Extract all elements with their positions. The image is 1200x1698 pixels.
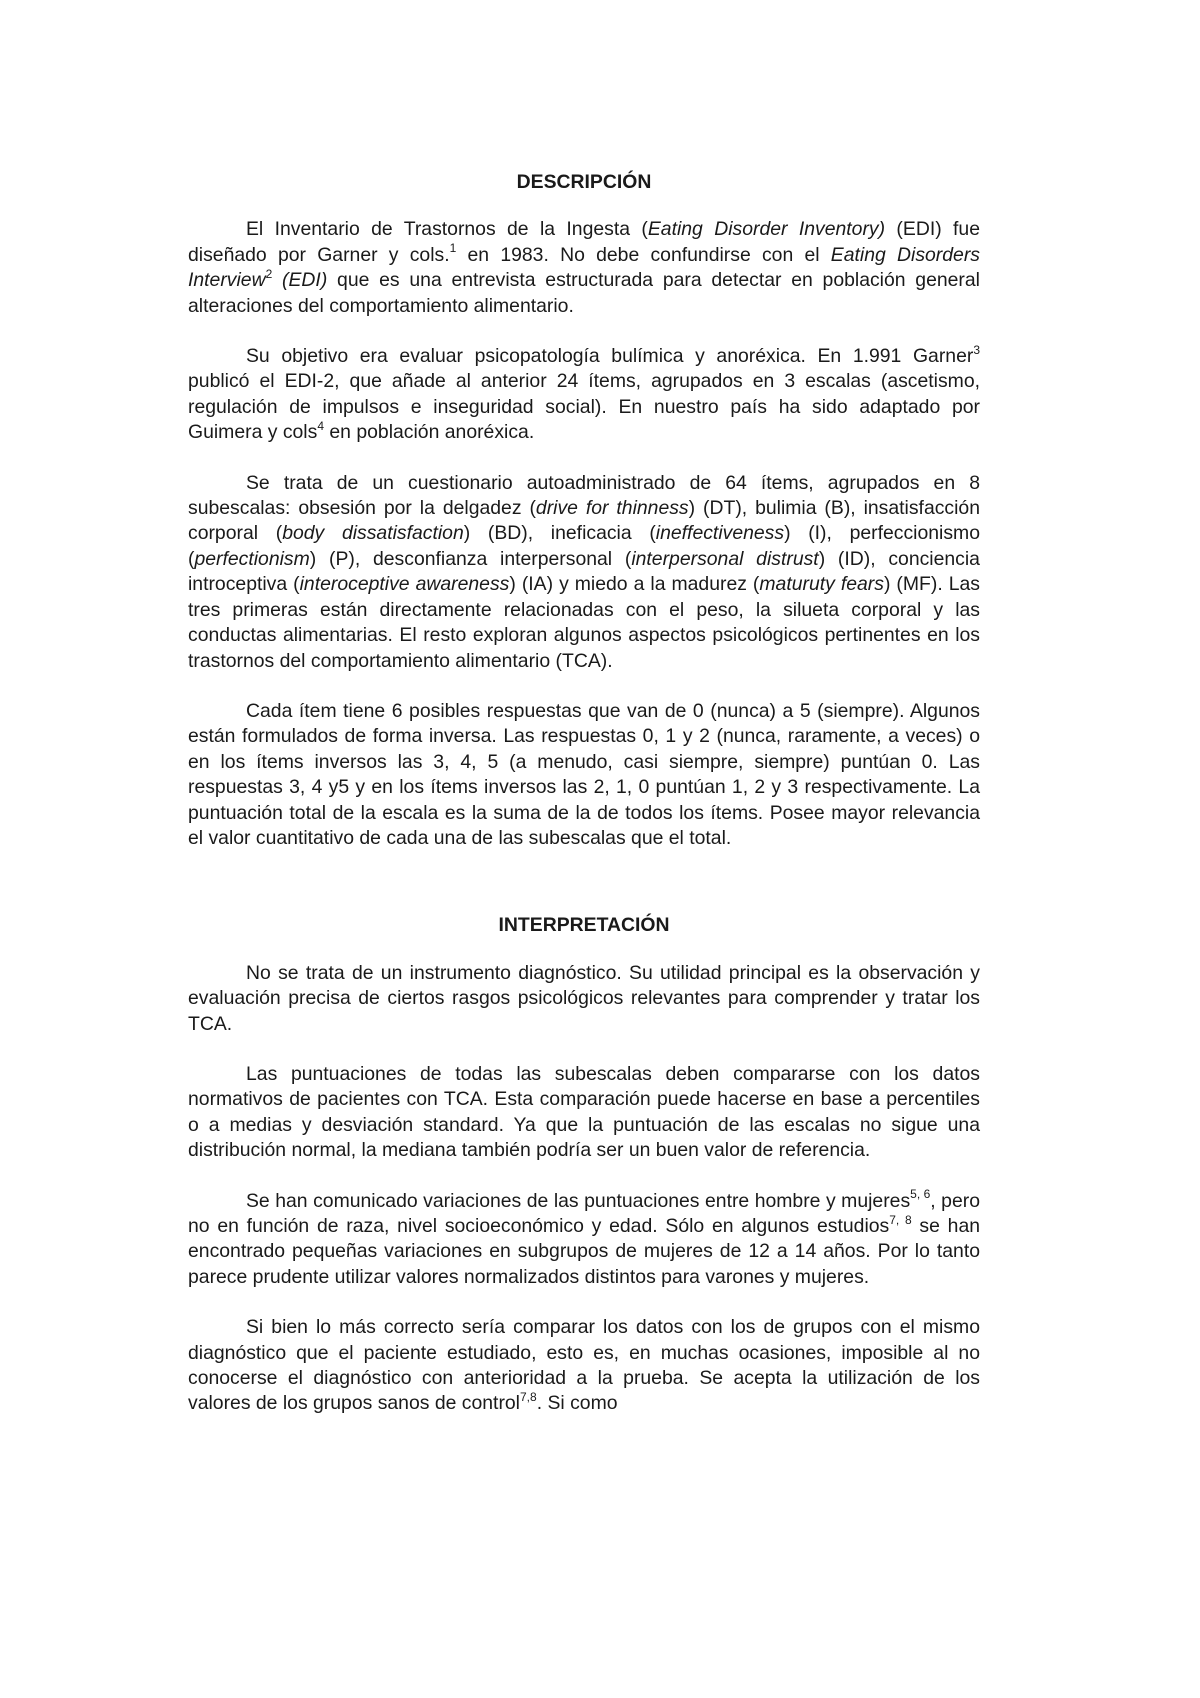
footnote-ref: 3 (973, 342, 980, 357)
paragraph-descripcion-3: Se trata de un cuestionario autoadministrado de 64 ítems, agrupados en 8 subescalas: obsesión por la delgadez (drive for thinness) (DT), bulimia (B), insatisfacción corporal (body dissatisfaction) (BD), ineficacia (ineffectiveness) (I), perfeccionismo (perfectionism) (P), desconfianza interpersonal (interpersonal distrust) (ID), conciencia introceptiva (interoceptive awareness) (IA) y miedo a la madurez (maturuty fears) (MF). Las tres primeras están directamente relacionadas con el peso, la silueta corporal y las conductas alimentarias. El resto exploran algunos aspectos psicológicos pertinentes en los trastornos del comportamiento alimentario (TCA). (188, 471, 981, 672)
section-title-descripcion: DESCRIPCIÓN (516, 171, 652, 193)
paragraph-descripcion-1: El Inventario de Trastornos de la Ingesta (Eating Disorder Inventory) (EDI) fue diseñado por Garner y cols.$^1$ en 1983. No debe confundirse con el Eating Disorders Interview$^2$ (EDI) que es una entrevista estructurada para detectar en población general alteraciones del comportamiento alimentario. (188, 218, 980, 317)
footnote-ref: 5, 6 (910, 1187, 931, 1202)
paragraph-interpretacion-3: Se han comunicado variaciones de las puntuaciones entre hombre y mujeres$^{5, 6}$, pero no en función de raza, nivel socioeconómico y edad. Sólo en algunos estudios$^{7, 8}$ se han encontrado pequeñas variaciones en subgrupos de mujeres de 12 a 14 años. Por lo tanto parece prudente utilizar valores normalizados distintos para varones y mujeres. (188, 1187, 981, 1288)
paragraph-descripcion-2: Su objetivo era evaluar psicopatología bulímica y anoréxica. En 1.991 Garner$^3$ publicó el EDI-2, que añade al anterior 24 ítems, agrupados en 3 escalas (ascetismo, regulación de impulsos e inseguridad social). En nuestro país ha sido adaptado por Guimera y cols$^4$ en población anoréxica. (188, 342, 980, 444)
footnote-ref: 7, 8 (889, 1212, 912, 1227)
footnote-ref: 4 (317, 418, 324, 433)
footnote-ref: 7,8 (520, 1389, 537, 1404)
section-title-interpretacion: INTERPRETACIÓN (498, 914, 670, 937)
paragraph-interpretacion-4: Si bien lo más correcto sería comparar los datos con los de grupos con el mismo diagnóstico que el paciente estudiado, esto es, en muchas ocasiones, imposible al no conocerse el diagnóstico con anterioridad a la prueba. Se acepta la utilización de los valores de los grupos sanos de control$^{7,8}$. Si como (188, 1316, 980, 1415)
paragraph-descripcion-4: Cada ítem tiene 6 posibles respuestas que van de 0 (nunca) a 5 (siempre). Algunos están formulados de forma inversa. Las respuestas 0, 1 y 2 (nunca, raramente, a veces) o en los ítems inversos las 3, 4, 5 (a menudo, casi siempre, siempre) puntúan 0. Las respuestas 3, 4 y5 y en los ítems inversos las 2, 1, 0 puntúan 1, 2 y 3 respectivamente. La puntuación total de la escala es la suma de la de todos los ítems. Posee mayor relevancia el valor cuantitativo de cada una de las subescalas que el total. (188, 699, 980, 849)
footnote-ref: 1 (449, 241, 457, 256)
paragraph-interpretacion-2: Las puntuaciones de todas las subescalas deben compararse con los datos normativos de pacientes con TCA. Esta comparación puede hacerse en base a percentiles o a medias y desviación standard. Ya que la puntuación de las escalas no sigue una distribución normal, la mediana también podría ser un buen valor de referencia. (188, 1062, 980, 1162)
paragraph-interpretacion-1: No se trata de un instrumento diagnóstico. Su utilidad principal es la observación y evaluación precisa de ciertos rasgos psicológicos relevantes para comprender y tratar los TCA. (188, 961, 980, 1035)
footnote-ref: 2 (265, 266, 273, 281)
document-body (188, 170, 980, 1417)
